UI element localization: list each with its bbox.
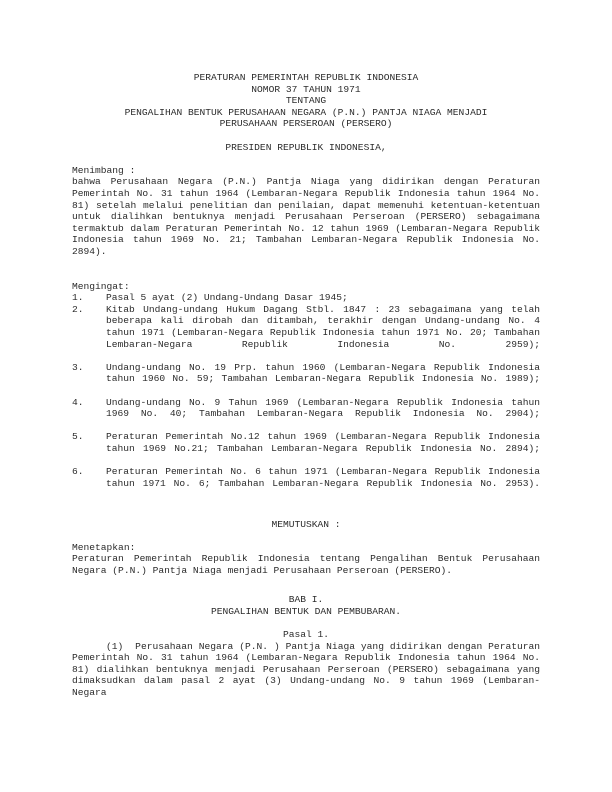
document-title-line-1: PERATURAN PEMERINTAH REPUBLIK INDONESIA xyxy=(193,72,419,83)
pasal-heading: Pasal 1. xyxy=(282,628,330,640)
mengingat-list xyxy=(72,292,546,501)
spacer xyxy=(72,530,540,542)
list-item-text: Undang-undang No. 9 Tahun 1969 (Lembaran-Negara Republik Indonesia tahun 1969 No. 40; Tambahan Lembaran-Negara Republik Indonesia No. 2904); xyxy=(106,396,546,420)
list-item-number: 1. xyxy=(72,292,84,304)
authority-heading: PRESIDEN REPUBLIK INDONESIA, xyxy=(225,141,387,153)
document-title-line-3: TENTANG xyxy=(285,95,327,107)
menimbang-label: Menimbang : xyxy=(72,164,136,176)
spacer xyxy=(72,269,540,281)
spacer xyxy=(72,617,540,629)
list-item-text: Peraturan Pemerintah No.12 tahun 1969 (Lembaran-Negara Republik Indonesia tahun 1969 No.21; Tambahan Lembaran-Negara Republik Indonesia No. 2894); xyxy=(106,431,546,454)
list-item xyxy=(72,292,540,304)
menetapkan-body: Peraturan Pemerintah Republik Indonesia tentang Pengalihan Bentuk Perusahaan Negara (P.N.) Pantja Niaga menjadi Perusahaan Perseroan (PERSERO). xyxy=(72,553,546,576)
list-item-text: Undang-undang No. 19 Prp. tahun 1960 (Lembaran-Negara Republik Indonesia tahun 1960 No. 59; Tambahan Lembaran-Negara Republik Indonesia No. 1989); xyxy=(106,361,546,385)
list-item-number: 3. xyxy=(72,361,84,373)
spacer xyxy=(72,130,540,142)
document-title-line-5: PERUSAHAAN PERSEROAN (PERSERO) xyxy=(219,118,393,130)
menetapkan-label: Menetapkan: xyxy=(72,541,136,553)
list-item-number: 4. xyxy=(72,396,84,408)
list-item xyxy=(72,431,546,466)
list-item xyxy=(72,466,546,501)
spacer xyxy=(72,577,540,589)
list-item-number: 6. xyxy=(72,466,84,478)
bab-title: PENGALIHAN BENTUK DAN PEMBUBARAN. xyxy=(211,605,401,617)
list-item-number: 2. xyxy=(72,303,84,315)
mengingat-label: Mengingat: xyxy=(72,280,130,292)
list-item xyxy=(72,361,546,397)
bab-number: BAB I. xyxy=(288,594,324,606)
list-item-text: Pasal 5 ayat (2) Undang-Undang Dasar 1945; xyxy=(106,292,348,304)
list-item-text: Kitab Undang-undang Hukum Dagang Stbl. 1847 : 23 sebagaimana yang telah beberapa kali dirobah dan ditambah, terakhir dengan Undang-undang No. 4 tahun 1971 (Lembaran-Negara Republik Indonesia tahun 1971 No. 20; Tambahan Lembaran-Negara Republik Indonesia No. 2959); xyxy=(106,303,546,350)
document-title-line-4: PENGALIHAN BENTUK PERUSAHAAN NEGARA (P.N.) PANTJA NIAGA MENJADI xyxy=(124,106,488,118)
spacer xyxy=(72,501,540,513)
pasal-clause-1: (1) Perusahaan Negara (P.N. ) Pantja Niaga yang didirikan dengan Peraturan Pemerintah No. 31 tahun 1964 (Lembaran-Negara Republik Indonesia tahun 1964 No. 81) dialihkan bentuknya menjadi Perusahaan Perseroan (PERSERO) sebagaimana yang dimaksudkan dalam pasal 2 ayat (3) Undang-undang No. 9 tahun 1969 (Lembaran-Negara xyxy=(72,640,546,698)
list-item xyxy=(72,396,546,432)
list-item xyxy=(72,303,546,362)
document-body xyxy=(72,72,546,710)
menimbang-body: bahwa Perusahaan Negara (P.N.) Pantja Niaga yang didirikan dengan Peraturan Pemerintah No. 31 tahun 1964 (Lembaran-Negara Republik Indonesia tahun 1964 No. 81) setelah melalui penelitian dan penilaian, dapat memenuhi ketentuan-ketentuan untuk dialihkan bentuknya menjadi Perusahaan Perseroan (PERSERO) sebagaimana termaktub dalam Peraturan Pemerintah No. 12 tahun 1969 (Lembaran-Negara Republik Indonesia tahun 1969 No. 21; Tambahan Lembaran-Negara Republik Indonesia No. 2894). xyxy=(72,176,546,257)
spacer xyxy=(72,153,540,165)
memutuskan-heading: MEMUTUSKAN : xyxy=(271,518,341,530)
list-item-number: 5. xyxy=(72,431,84,443)
document-title-line-2: NOMOR 37 TAHUN 1971 xyxy=(251,83,361,95)
list-item-text: Peraturan Pemerintah No. 6 tahun 1971 (Lembaran-Negara Republik Indonesia tahun 1971 No. 6; Tambahan Lembaran-Negara Republik Indonesia No. 2953). xyxy=(106,466,546,489)
